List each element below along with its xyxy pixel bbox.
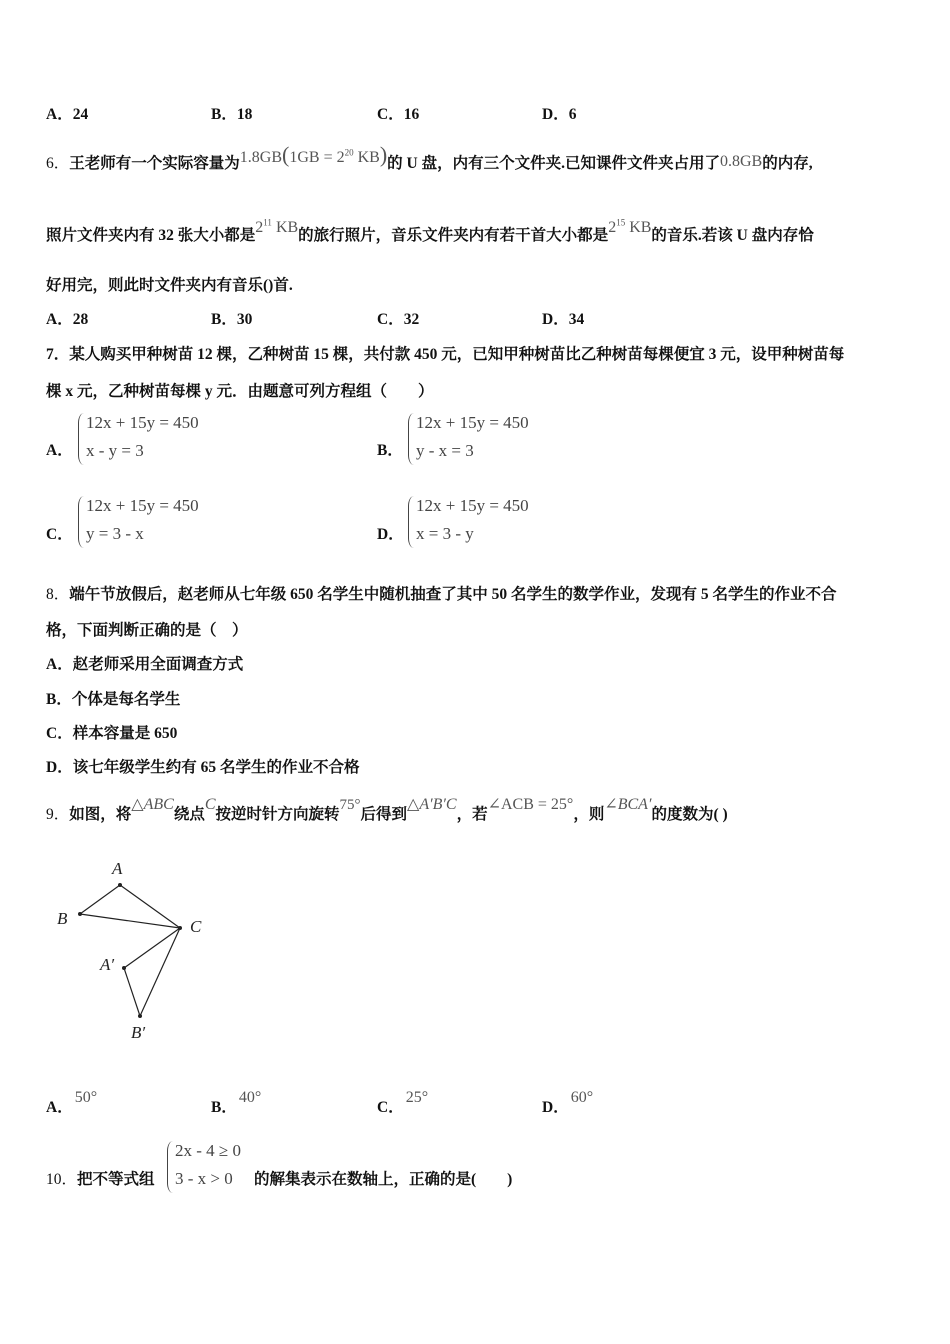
- segment-ab: [80, 885, 120, 914]
- segment-a1c: [124, 928, 180, 968]
- q7-option-c-label: C．: [46, 526, 73, 543]
- q7-line1: 7．某人购买甲种树苗 12 棵，乙种树苗 15 棵，共付款 450 元，已知甲种树苗比乙种树苗每棵便宜 3 元，设甲种树苗每: [46, 346, 845, 363]
- q8-line2: 格，下面判断正确的是（ ）: [46, 622, 248, 639]
- point-a-prime: [122, 966, 126, 970]
- brace-icon: [408, 413, 415, 465]
- q6-line3: 好用完，则此时文件夹内有音乐()首.: [46, 277, 293, 294]
- point-b: [78, 912, 82, 916]
- q8-option-a: A．赵老师采用全面调查方式: [46, 656, 244, 673]
- segment-b1c: [140, 928, 180, 1016]
- label-b: B: [57, 909, 68, 928]
- point-c: [178, 926, 182, 930]
- q6-line1: 6．王老师有一个实际容量为$1.8GB(1GB = 2^{20}$ KB)的 U 盘，内有三个文件夹.已知课件文件夹占用了0.8GB的内存,: [46, 142, 813, 172]
- point-b-prime: [138, 1014, 142, 1018]
- q6-option-d: D．34: [542, 311, 585, 328]
- q8-option-b: B．个体是每名学生: [46, 691, 181, 708]
- segment-bc: [80, 914, 180, 928]
- q5-option-a: A．24: [46, 106, 89, 123]
- q5-option-c: C．16: [377, 106, 420, 123]
- q9-option-c: C．25°: [377, 1089, 429, 1116]
- q6-number: 6．: [46, 155, 70, 172]
- q5-option-d: D．6: [542, 106, 577, 123]
- q6-option-b: B．30: [211, 311, 253, 328]
- q10-prefix: 10．把不等式组: [46, 1171, 155, 1188]
- q9-option-b: B．40°: [211, 1089, 262, 1116]
- rotation-figure: [40, 850, 220, 1050]
- q6-option-a: A．28: [46, 311, 89, 328]
- q6-option-c: C．32: [377, 311, 420, 328]
- q9-stem: 9．如图，将△ABC绕点C按逆时针方向旋转75°后得到△A′B′C，若∠ACB = 25°，则∠BCA′的度数为( ): [46, 796, 728, 823]
- q7-option-d-label: D．: [377, 526, 404, 543]
- q8-line1: 8．端午节放假后，赵老师从七年级 650 名学生中随机抽查了其中 50 名学生的数学作业，发现有 5 名学生的作业不合: [46, 586, 837, 603]
- brace-icon: [78, 413, 85, 465]
- segment-a1b1: [124, 968, 140, 1016]
- q5-option-b: B．18: [211, 106, 253, 123]
- q10-suffix: 的解集表示在数轴上，正确的是( ): [254, 1171, 513, 1188]
- point-a: [118, 883, 122, 887]
- q7-option-b-label: B．: [377, 442, 403, 459]
- label-b-prime: B′: [131, 1023, 146, 1042]
- label-a: A: [112, 859, 123, 878]
- brace-icon: [78, 496, 85, 548]
- q9-option-d: D．60°: [542, 1089, 594, 1116]
- label-a-prime: A′: [100, 955, 115, 974]
- q8-option-d: D．该七年级学生约有 65 名学生的作业不合格: [46, 759, 360, 776]
- label-c: C: [190, 917, 202, 936]
- q7-option-a-label: A．: [46, 442, 73, 459]
- q9-option-a: A．50°: [46, 1089, 98, 1116]
- brace-icon: [408, 496, 415, 548]
- segment-ac: [120, 885, 180, 928]
- q7-line2: 棵 x 元，乙种树苗每棵 y 元．由题意可列方程组（ ）: [46, 383, 434, 400]
- brace-icon: [167, 1141, 174, 1193]
- q8-option-c: C．样本容量是 650: [46, 725, 178, 742]
- q6-line2: 照片文件夹内有 32 张大小都是$2^{11}$ KB的旅行照片，音乐文件夹内有若干首大小都是$2^{15}$ KB的音乐.若该 U 盘内存恰: [46, 217, 814, 244]
